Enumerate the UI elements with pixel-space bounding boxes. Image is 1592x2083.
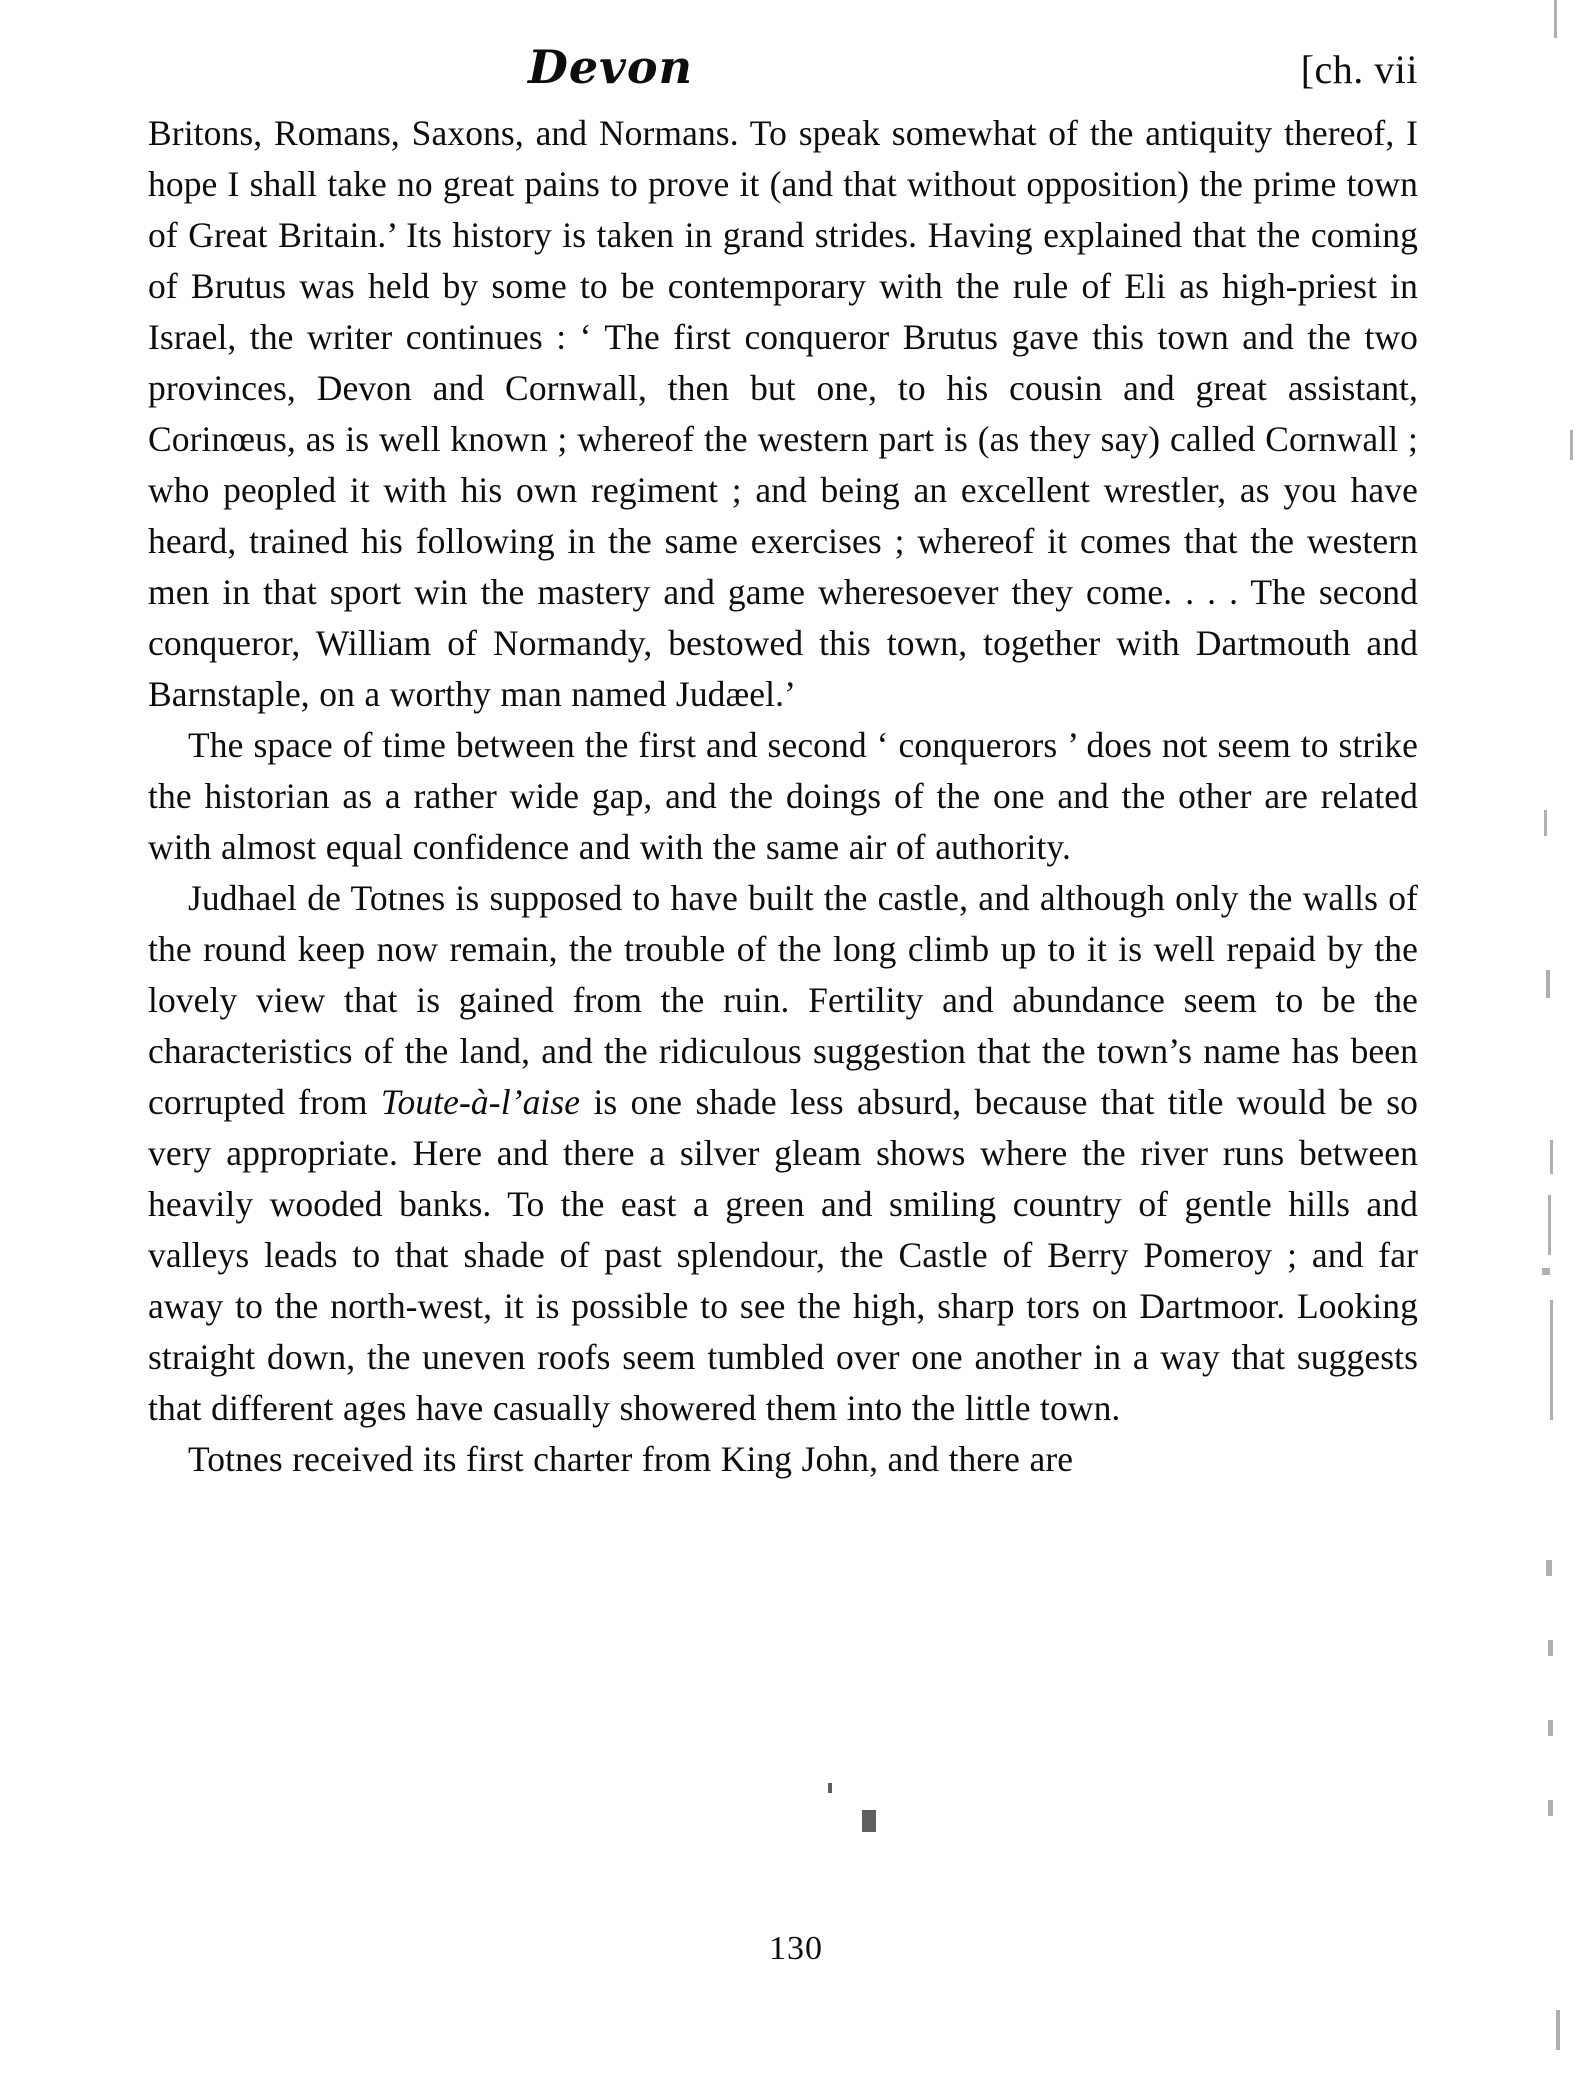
margin-mark-5 bbox=[1550, 1140, 1553, 1174]
paragraph-3-part-2: is one shade less absurd, because that title would be so very appropriate. Here and there a silver gleam shows where the river runs between heavily wooded banks. To the east a green and smiling country of gentle hills and valleys leads to that shade of past splendour, the Castle of Berry Pomeroy ; and far away to the north-west, it is possible to see the high, sharp tors on Dartmoor. Looking straight down, the uneven roofs seem tumbled over one another in a way that suggests that different ages have casually showered them into the little town. bbox=[148, 1082, 1418, 1428]
paragraph-4: Totnes received its first charter from King John, and there are bbox=[188, 1439, 1074, 1479]
page-number: 130 bbox=[769, 1930, 823, 1967]
paragraph-3-italic-phrase: Toute-à-l’aise bbox=[380, 1082, 581, 1122]
margin-mark-7 bbox=[1542, 1268, 1550, 1275]
running-head-chapter: [ch. vii bbox=[1300, 47, 1418, 92]
margin-mark-6 bbox=[1548, 1195, 1551, 1255]
margin-mark-8 bbox=[1550, 1300, 1553, 1420]
margin-mark-9 bbox=[1546, 1560, 1552, 1576]
paragraph-2: The space of time between the first and second ‘ conquerors ’ does not seem to strike the historian as a rather wide gap, and the doings of the one and the other are related with almost equal confidence and with the same air of authority. bbox=[148, 725, 1418, 867]
margin-mark-4 bbox=[1546, 970, 1550, 998]
paragraph-3-part-1: Judhael de Totnes is supposed to have built the castle, and although only the walls of the round keep now remain, the trouble of the long climb up to it is well repaid by the lovely view that is gained from the ruin. Fertility and abundance seem to be the characteristics of the land, and the ridiculous suggestion that the town’s name has been corrupted from bbox=[148, 878, 1418, 1122]
running-head-title: Devon bbox=[528, 40, 694, 94]
margin-mark-11 bbox=[1548, 1720, 1553, 1736]
margin-mark-3 bbox=[1544, 810, 1547, 836]
margin-mark-10 bbox=[1548, 1640, 1553, 1656]
ink-speck-2 bbox=[828, 1783, 832, 1793]
ink-speck-1 bbox=[862, 1810, 876, 1832]
margin-mark-12 bbox=[1548, 1800, 1553, 1816]
margin-mark-2 bbox=[1570, 430, 1573, 460]
paragraph-1: Britons, Romans, Saxons, and Normans. To speak somewhat of the antiquity thereof, I hope I shall take no great pains to prove it (and that without opposition) the prime town of Great Britain.’ Its history is taken in grand strides. Having explained that the coming of Brutus was held by some to be contemporary with the rule of Eli as high-priest in Israel, the writer continues : ‘ The first conqueror Brutus gave this town and the two provinces, Devon and Cornwall, then but one, to his cousin and great assistant, Corinœus, as is well known ; whereof the western part is (as they say) called Cornwall ; who peopled it with his own regiment ; and being an excellent wrestler, as you have heard, trained his following in the same exercises ; whereof it comes that the western men in that sport win the mastery and game wheresoever they come. . . . The second conqueror, William of Normandy, bestowed this town, together with Dartmouth and Barnstaple, on a worthy man named Judæel.’ bbox=[148, 113, 1418, 714]
page-content bbox=[148, 40, 1418, 1485]
margin-mark-1 bbox=[1554, 0, 1557, 38]
page-header bbox=[148, 40, 1418, 94]
paragraph-3 bbox=[148, 873, 1418, 1434]
margin-artifacts bbox=[1522, 0, 1592, 2083]
margin-mark-13 bbox=[1556, 2010, 1560, 2050]
